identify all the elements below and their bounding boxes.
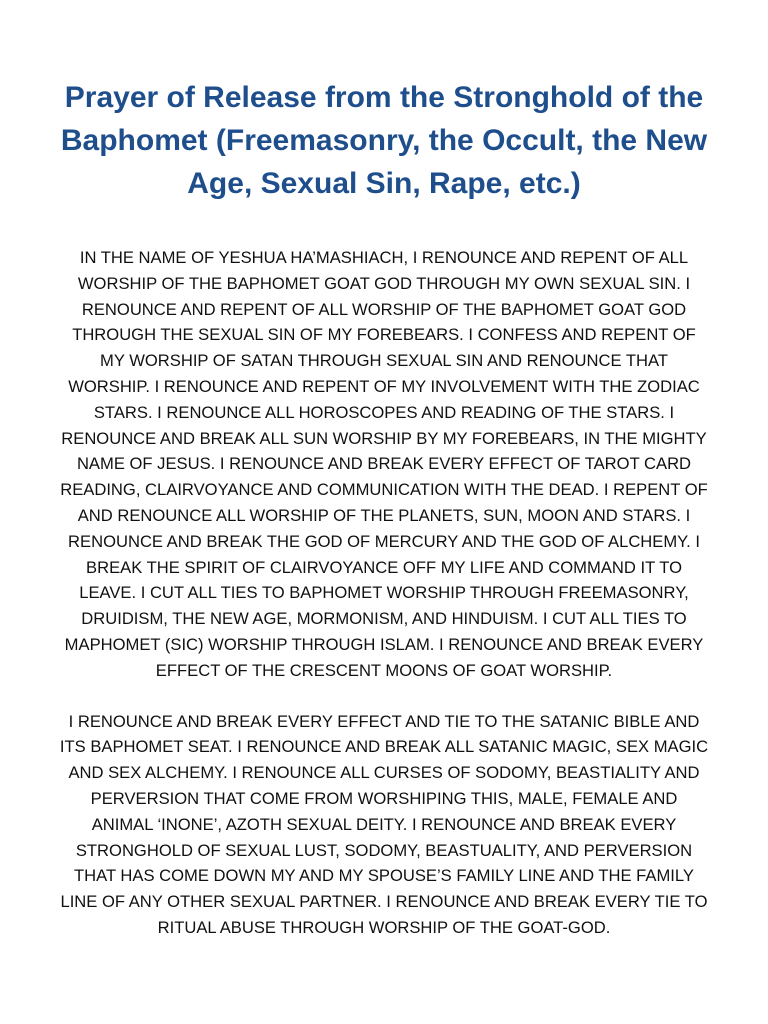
body-paragraph-2: I RENOUNCE AND BREAK EVERY EFFECT AND TIE TO THE SATANIC BIBLE AND ITS BAPHOMET SEAT. I RENOUNCE AND BREAK ALL SATANIC MAGIC, SEX MAGIC AND SEX ALCHEMY. I RENOUNCE ALL CURSES OF SODOMY, BEASTIALITY AND PERVERSION THAT COME FROM WORSHIPING THIS, MALE, FEMALE AND ANIMAL ‘INONE’, AZOTH SEXUAL DEITY. I RENOUNCE AND BREAK EVERY STRONGHOLD OF SEXUAL LUST, SODOMY, BEASTUALITY, AND PERVERSION THAT HAS COME DOWN MY AND MY SPOUSE’S FAMILY LINE AND THE FAMILY LINE OF ANY OTHER SEXUAL PARTNER. I RENOUNCE AND BREAK EVERY TIE TO RITUAL ABUSE THROUGH WORSHIP OF THE GOAT-GOD. — [59, 711, 709, 937]
body-paragraph-1: IN THE NAME OF YESHUA HA’MASHIACH, I RENOUNCE AND REPENT OF ALL WORSHIP OF THE BAPHOMET GOAT GOD THROUGH MY OWN SEXUAL SIN. I RENOUNCE AND REPENT OF ALL WORSHIP OF THE BAPHOMET GOAT GOD THROUGH THE SEXUAL SIN OF MY FOREBEARS. I CONFESS AND REPENT OF MY WORSHIP OF SATAN THROUGH SEXUAL SIN AND RENOUNCE THAT WORSHIP. I RENOUNCE AND REPENT OF MY INVOLVEMENT WITH THE ZODIAC STARS. I RENOUNCE ALL HOROSCOPES AND READING OF THE STARS. I RENOUNCE AND BREAK ALL SUN WORSHIP BY MY FOREBEARS, IN THE MIGHTY NAME OF JESUS. I RENOUNCE AND BREAK EVERY EFFECT OF TAROT CARD READING, CLAIRVOYANCE AND COMMUNICATION WITH THE DEAD. I REPENT OF AND RENOUNCE ALL WORSHIP OF THE PLANETS, SUN, MOON AND STARS. I RENOUNCE AND BREAK THE GOD OF MERCURY AND THE GOD OF ALCHEMY. I BREAK THE SPIRIT OF CLAIRVOYANCE OFF MY LIFE AND COMMAND IT TO LEAVE. I CUT ALL TIES TO BAPHOMET WORSHIP THROUGH FREEMASONRY, DRUIDISM, THE NEW AGE, MORMONISM, AND HINDUISM. I CUT ALL TIES TO MAPHOMET (SIC) WORSHIP THROUGH ISLAM. I RENOUNCE AND BREAK EVERY EFFECT OF THE CRESCENT MOONS OF GOAT WORSHIP. — [60, 248, 708, 680]
page-title: Prayer of Release from the Stronghold of the Baphomet (Freemasonry, the Occult, the New Age, Sexual Sin, Rape, etc.) — [60, 81, 708, 200]
